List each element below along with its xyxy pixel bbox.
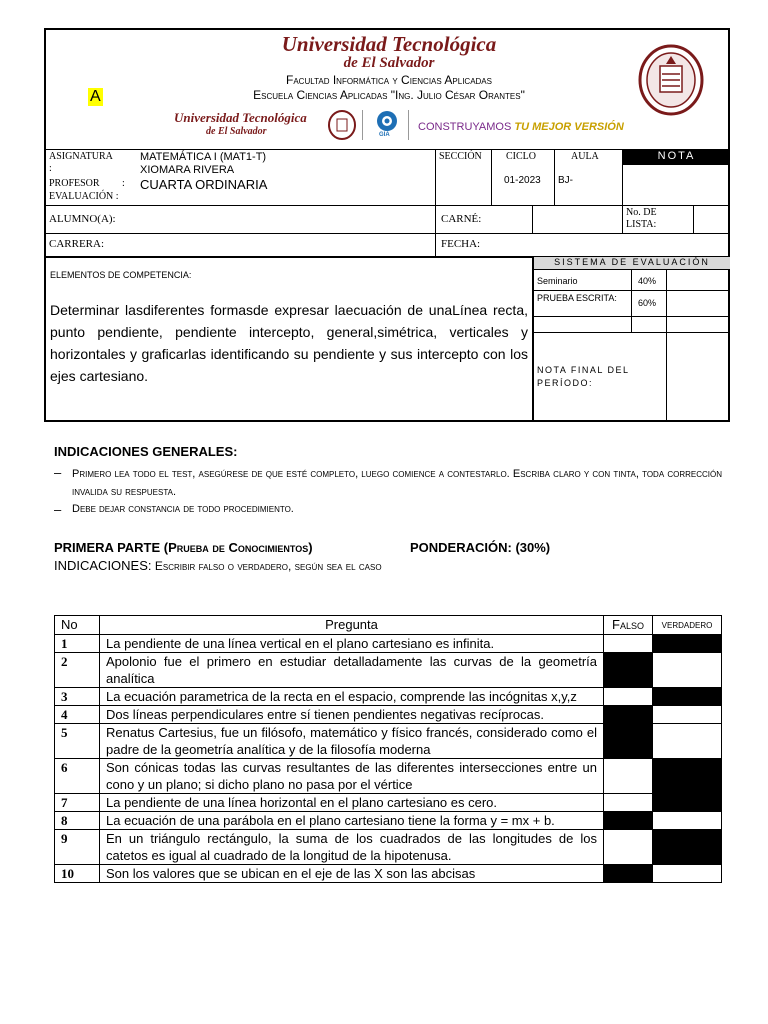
table-row	[55, 706, 722, 724]
aula-value: BJ-	[558, 175, 573, 186]
grid-line	[631, 270, 632, 332]
header-frame	[44, 28, 730, 422]
logo-divider	[362, 110, 363, 140]
answer-falso-cell[interactable]	[604, 830, 653, 865]
ciclo-value: 01-2023	[504, 175, 541, 186]
question-number: 6	[55, 759, 100, 794]
table-row	[55, 830, 722, 865]
question-text: En un triángulo rectángulo, la suma de los cuadrados de las longitudes de los catetos es igual al cuadrado de la longitud de la hipotenusa.	[100, 830, 604, 865]
grid-line	[435, 149, 436, 256]
small-logo-title: Universidad Tecnológica	[174, 110, 307, 125]
evaluacion-label: EVALUACIÓN :	[49, 191, 119, 202]
profesor-label: PROFESOR	[49, 178, 100, 189]
question-number: 1	[55, 635, 100, 653]
question-text: Son los valores que se ubican en el eje de las X son las abcisas	[100, 865, 604, 883]
question-text: La ecuación parametrica de la recta en el espacio, comprende las incógnitas x,y,z	[100, 688, 604, 706]
answer-verdadero-cell[interactable]	[653, 865, 722, 883]
grid-line	[622, 205, 623, 233]
indicaciones-title: INDICACIONES GENERALES:	[54, 444, 238, 459]
question-number: 5	[55, 724, 100, 759]
evaluacion-value: CUARTA ORDINARIA	[140, 177, 268, 192]
question-number: 4	[55, 706, 100, 724]
answer-falso-cell[interactable]	[604, 759, 653, 794]
answer-verdadero-cell[interactable]	[653, 794, 722, 812]
parte-title-start: PRIMERA PARTE (	[54, 540, 169, 555]
ponderacion: PONDERACIÓN: (30%)	[410, 540, 551, 555]
question-text: Renatus Cartesius, fue un filósofo, matemático y físico francés, considerado como el padre de la geometría analítica y de la filosofía moderna	[100, 724, 604, 759]
gia-label: GIA	[379, 132, 390, 138]
header-verdadero: verdadero	[653, 616, 722, 635]
fecha-label: FECHA:	[441, 238, 481, 250]
small-logo-subtitle: de El Salvador	[206, 126, 267, 137]
grid-line	[693, 205, 694, 233]
parte-instr-text: Escribir falso o verdadero, según sea el caso	[151, 559, 382, 573]
question-text: La pendiente de una línea horizontal en el plano cartesiano es cero.	[100, 794, 604, 812]
grid-line	[46, 233, 730, 234]
nolista-label: No. DE LISTA:	[626, 207, 657, 230]
prueba-label: PRUEBA ESCRITA:	[537, 293, 617, 303]
nota-label: NOTA	[657, 150, 696, 162]
table-row	[55, 865, 722, 883]
seminario-label: Seminario	[537, 276, 578, 286]
faculty-name: Facultad Informática y Ciencias Aplicadas	[286, 73, 492, 87]
answer-verdadero-cell[interactable]	[653, 812, 722, 830]
answer-verdadero-cell[interactable]	[653, 635, 722, 653]
alumno-label: ALUMNO(A):	[49, 213, 116, 225]
profesor-value: XIOMARA RIVERA	[140, 164, 235, 176]
bullet-dash: –	[54, 465, 62, 480]
grid-line	[554, 149, 555, 205]
header-no: No	[55, 616, 100, 635]
sistema-title: SISTEMA DE EVALUACIÓN	[554, 257, 710, 267]
ciclo-label: CICLO	[506, 151, 536, 162]
grid-line	[532, 257, 534, 422]
profesor-colon: :	[122, 178, 125, 189]
grid-line	[534, 316, 730, 317]
nota-final-label: NOTA FINAL DEL PERÍODO:	[537, 365, 630, 388]
question-number: 10	[55, 865, 100, 883]
parte-title	[54, 540, 313, 555]
version-letter: A	[90, 88, 101, 105]
table-row	[55, 794, 722, 812]
answer-verdadero-cell[interactable]	[653, 653, 722, 688]
table-row	[55, 653, 722, 688]
table-row	[55, 688, 722, 706]
table-row	[55, 635, 722, 653]
answer-verdadero-cell[interactable]	[653, 688, 722, 706]
grid-line	[491, 149, 492, 205]
answer-falso-cell[interactable]	[604, 706, 653, 724]
answer-falso-cell[interactable]	[604, 724, 653, 759]
indicacion-2: Debe dejar constancia de todo procedimiento.	[72, 503, 294, 515]
answer-falso-cell[interactable]	[604, 688, 653, 706]
question-text: Dos líneas perpendiculares entre sí tienen pendientes negativas recíprocas.	[100, 706, 604, 724]
gia-logo-icon	[376, 110, 398, 132]
grid-line	[534, 290, 730, 291]
parte-instr	[54, 558, 382, 573]
grid-line	[46, 205, 730, 206]
question-text: Son cónicas todas las curvas resultantes de las diferentes intersecciones entre un cono y un plano; si dicho plano no pasa por el vértice	[100, 759, 604, 794]
competencia-text: Determinar lasdiferentes formasde expresar laecuación de unaLínea recta, punto pendiente, pendiente intercepto, general,simétrica, verticales y horizontales y graficarlas identificando su pendiente y sus intercepto con los ejes cartesiano.	[50, 302, 528, 384]
slogan-emphasis: TU MEJOR VERSIÓN	[514, 121, 624, 133]
slogan	[418, 121, 624, 133]
header-pregunta: Pregunta	[100, 616, 604, 635]
answer-falso-cell[interactable]	[604, 635, 653, 653]
question-number: 3	[55, 688, 100, 706]
questions-table	[54, 615, 722, 883]
question-number: 8	[55, 812, 100, 830]
answer-falso-cell[interactable]	[604, 653, 653, 688]
table-row	[55, 724, 722, 759]
bullet-dash: –	[54, 502, 62, 517]
prueba-value: 60%	[638, 298, 657, 308]
competencia-label: ELEMENTOS DE COMPETENCIA:	[50, 270, 192, 280]
table-row	[55, 759, 722, 794]
question-number: 9	[55, 830, 100, 865]
seccion-label: SECCIÓN	[439, 151, 482, 162]
question-text: La ecuación de una parábola en el plano cartesiano tiene la forma y = mx + b.	[100, 812, 604, 830]
question-text: Apolonio fue el primero en estudiar detalladamente las curvas de la geometría analítica	[100, 653, 604, 688]
indicacion-1: Primero lea todo el test, asegúrese de que esté completo, luego comience a contestarlo. Escriba claro y con tinta, toda corrección invalida su respuesta.	[72, 468, 722, 498]
grid-line	[534, 332, 730, 333]
table-header-row	[55, 616, 722, 635]
questions-body	[55, 635, 722, 883]
parte-title-end: )	[308, 540, 313, 555]
aula-label: AULA	[571, 151, 599, 162]
asignatura-value: MATEMÁTICA I (MAT1-T)	[140, 151, 267, 163]
header-falso: Falso	[604, 616, 653, 635]
asignatura-colon: :	[49, 163, 52, 174]
answer-verdadero-cell[interactable]	[653, 830, 722, 865]
answer-verdadero-cell[interactable]	[653, 759, 722, 794]
university-seal-icon	[638, 44, 704, 116]
carne-label: CARNÉ:	[441, 213, 482, 225]
answer-falso-cell[interactable]	[604, 865, 653, 883]
asignatura-label: ASIGNATURA	[49, 151, 113, 162]
carrera-label: CARRERA:	[49, 238, 105, 250]
parte-instr-label: INDICACIONES:	[54, 558, 152, 573]
answer-falso-cell[interactable]	[604, 794, 653, 812]
answer-verdadero-cell[interactable]	[653, 724, 722, 759]
logo-divider-2	[408, 110, 409, 140]
grid-line	[666, 270, 667, 422]
seminario-value: 40%	[638, 276, 657, 286]
question-number: 7	[55, 794, 100, 812]
table-row	[55, 812, 722, 830]
question-text: La pendiente de una línea vertical en el plano cartesiano es infinita.	[100, 635, 604, 653]
school-name: Escuela Ciencias Aplicadas "Ing. Julio César Orantes"	[253, 88, 525, 102]
university-title: Universidad Tecnológica	[281, 32, 497, 56]
grid-line	[532, 205, 533, 233]
answer-falso-cell[interactable]	[604, 812, 653, 830]
university-subtitle: de El Salvador	[343, 55, 435, 71]
small-seal-icon	[328, 110, 356, 140]
question-number: 2	[55, 653, 100, 688]
answer-verdadero-cell[interactable]	[653, 706, 722, 724]
slogan-prefix: CONSTRUYAMOS	[418, 121, 512, 133]
parte-title-small: Prueba de Conocimientos	[168, 540, 309, 555]
